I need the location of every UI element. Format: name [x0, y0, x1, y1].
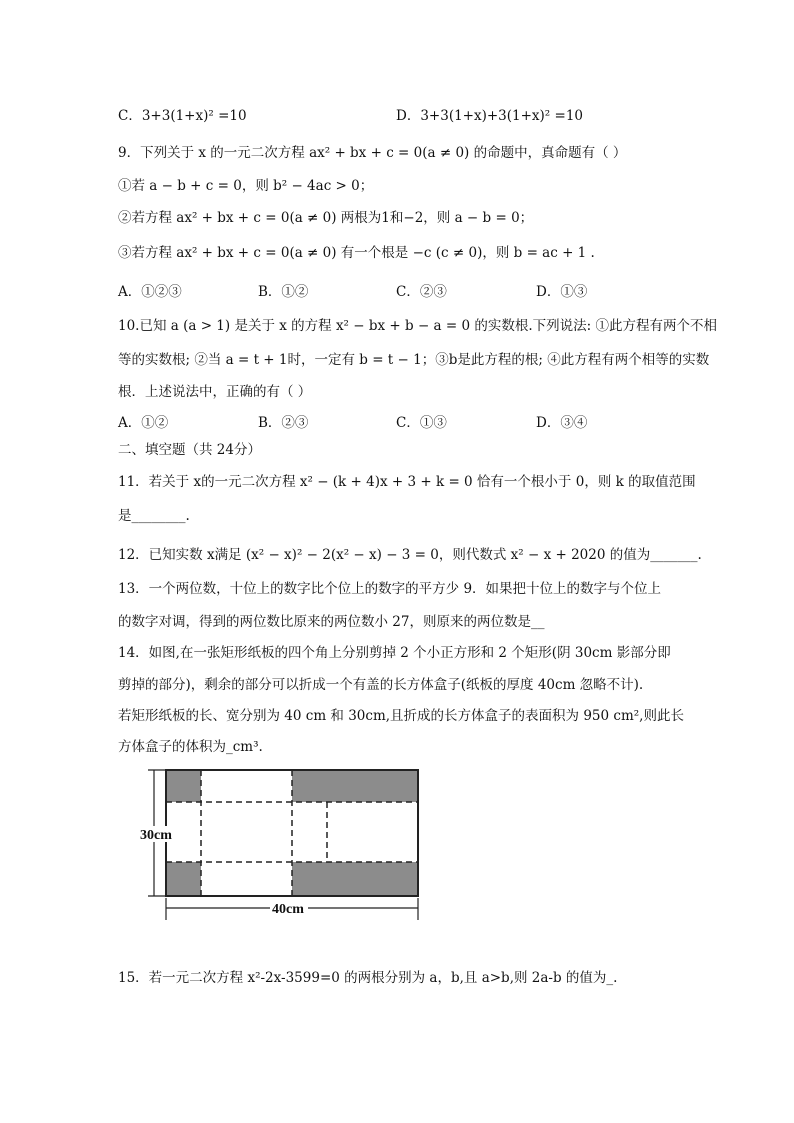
q9-stem: 9．下列关于 x 的一元二次方程 ax² + bx + c = 0(a ≠ 0) 的命题中，真命题有（ ）	[118, 145, 627, 161]
height-label: 30cm	[140, 828, 172, 843]
q10-line-1: 10.已知 a (a > 1) 是关于 x 的方程 x² − bx + b − a = 0 的实数根.下列说法: ①此方程有两个不相	[118, 318, 718, 334]
q12-line-1: 12．已知实数 x满足 (x² − x)² − 2(x² − x) − 3 = 0，则代数式 x² − x + 2020 的值为_______.	[118, 547, 702, 563]
q8-option-c: C．3+3(1+x)² =10	[118, 108, 247, 124]
q11-line-2: 是________.	[118, 508, 190, 524]
q9-statement-2: ②若方程 ax² + bx + c = 0(a ≠ 0) 两根为1和−2，则 a − b = 0；	[118, 210, 534, 226]
q10-line-2: 等的实数根; ②当 a = t + 1时，一定有 b = t − 1；③b是此方程的根; ④此方程有两个相等的实数	[118, 352, 710, 368]
cut-square-bottom-left	[167, 862, 201, 895]
q8-option-d: D．3+3(1+x)+3(1+x)² =10	[396, 108, 584, 124]
cut-rect-bottom-right	[292, 862, 417, 895]
q9-option-b: B．①②	[258, 284, 309, 300]
section-heading: 二、填空题（共 24分）	[118, 442, 261, 458]
q14-line-1: 14．如图,在一张矩形纸板的四个角上分别剪掉 2 个小正方形和 2 个矩形(阴 30cm 影部分即	[118, 645, 671, 661]
q14-line-4: 方体盒子的体积为_cm³.	[118, 739, 263, 755]
q9-option-a: A．①②③	[118, 284, 182, 300]
q10-line-3: 根．上述说法中，正确的有（ ）	[118, 384, 312, 400]
q10-option-b: B．②③	[258, 415, 309, 431]
cut-square-top-left	[167, 771, 201, 802]
cardboard-figure	[140, 764, 440, 924]
q15-line-1: 15．若一元二次方程 x²-2x-3599=0 的两根分别为 a，b,且 a>b,则 2a-b 的值为_.	[118, 970, 618, 986]
q14-line-2: 剪掉的部分)，剩余的部分可以折成一个有盖的长方体盒子(纸板的厚度 40cm 忽略不计).	[118, 677, 644, 693]
q10-option-c: C．①③	[396, 415, 447, 431]
q10-option-d: D．③④	[536, 415, 588, 431]
q13-line-2: 的数字对调，得到的两位数比原来的两位数小 27，则原来的两位数是__	[118, 614, 545, 630]
q9-option-d: D．①③	[536, 284, 588, 300]
q10-option-a: A．①②	[118, 415, 169, 431]
q9-statement-3: ③若方程 ax² + bx + c = 0(a ≠ 0) 有一个根是 −c (c ≠ 0)，则 b = ac + 1 .	[118, 245, 595, 261]
q13-line-1: 13．一个两位数，十位上的数字比个位上的数字的平方少 9．如果把十位上的数字与个位上	[118, 581, 662, 597]
q14-line-3: 若矩形纸板的长、宽分别为 40 cm 和 30cm,且折成的长方体盒子的表面积为 950 cm²,则此长	[118, 708, 684, 724]
width-label: 40cm	[272, 902, 304, 917]
q9-statement-1: ①若 a − b + c = 0，则 b² − 4ac > 0；	[118, 178, 374, 194]
cut-rect-top-right	[292, 771, 417, 802]
q9-option-c: C．②③	[396, 284, 447, 300]
q11-line-1: 11．若关于 x的一元二次方程 x² − (k + 4)x + 3 + k = 0 恰有一个根小于 0，则 k 的取值范围	[118, 474, 696, 490]
